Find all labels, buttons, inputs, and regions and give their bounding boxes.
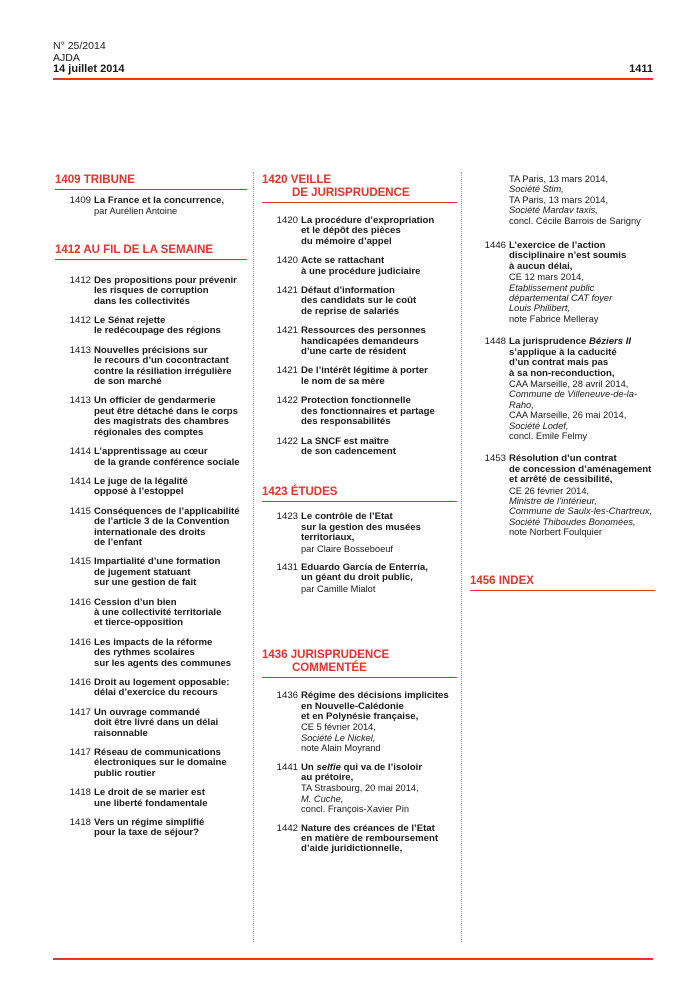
entry-page: 1453 [484,453,506,465]
entry-page: 1414 [69,475,91,487]
column-divider [461,172,462,942]
entry-party: Etablissement public départemental CAT foyer Louis Philibert, [509,282,613,314]
entry-party: Société Stim, [509,184,564,195]
entry-page: 1412 [69,274,91,286]
section-title-line2: COMMENTÉE [292,662,367,675]
entry-page: 1420 [276,215,298,226]
entry-title: Le droit de se marier est une liberté fondamentale [94,787,208,809]
toc-entry[interactable] [55,447,247,468]
entry-page: 1416 [69,596,91,608]
toc-entry[interactable] [262,563,457,594]
entry-title: La procédure d’expropriation et le dépôt des pièces du mémoire d’appel [301,215,435,247]
entry-title: Conséquences de l’applicabilité de l’article 3 de la Convention internationale des droits de l’enfant [94,505,240,548]
entry-title: Nature des créances de l’Etat en matière de remboursement d’aide juridictionnelle, [301,822,439,855]
entry-title: Impartialité d’une formation de jugement statuant sur une gestion de fait [94,556,221,589]
entry-title: Cession d’un bien à une collectivité territoriale et tierce-opposition [94,596,222,629]
entry-title: Vers un régime simplifié pour la taxe de séjour? [94,817,205,839]
entry-court: CE 12 mars 2014, [509,272,584,283]
entry-page: 1420 [276,255,298,267]
issue-date: 14 juillet 2014 [53,63,125,75]
entry-party: Société Lodef, [509,420,569,431]
entry-author: par Camille Mialot [301,583,376,594]
entry-page: 1416 [69,677,91,688]
section-tribune-heading[interactable]: 1409 TRIBUNE [55,170,247,190]
entry-title: Nouvelles précisions sur le recours d’un cocontractant contre la résiliation irrégulière de son marché [94,344,232,388]
entry-page: 1448 [484,336,506,348]
entry-title: Ressources des personnes handicapées demandeurs d’une carte de résident [301,325,426,358]
entry-page: 1422 [276,435,298,447]
entry-court: TA Paris, 13 mars 2014, [509,194,609,205]
toc-entry[interactable] [262,512,457,554]
toc-entry[interactable] [262,256,457,277]
toc-entry[interactable] [262,763,457,815]
entry-page: 1409 [69,195,91,206]
toc-entry[interactable] [470,241,655,324]
entry-court: CE 5 février 2014, [301,722,376,733]
entry-author: concl. Emile Felmy [509,430,588,441]
toc-entry[interactable] [262,691,457,753]
section-jurisprudence-heading[interactable] [262,645,457,678]
toc-entry[interactable] [55,276,247,307]
section-etudes-heading[interactable]: 1423 ÉTUDES [262,482,457,502]
section-title-line1: 1420 VEILLE [262,174,332,186]
toc-entry[interactable] [55,788,247,809]
entry-party: Société Mardav taxis, [509,205,598,216]
entry-title: Résolution d’un contrat de concession d’aménagement et arrêté de cessibilité, [509,453,652,486]
entry-title: De l’intérêt légitime à porter le nom de sa mère [301,365,428,387]
section-title-line2: DE JURISPRUDENCE [292,187,410,199]
entry-page: 1413 [69,395,91,407]
entry-court: CE 26 février 2014, [509,485,590,496]
entry-court: TA Paris, 13 mars 2014, [509,174,609,184]
issue-number: N° 25/2014 [53,40,106,52]
entry-title: Le Sénat rejette le redécoupage des régions [94,315,221,337]
entry-page: 1415 [69,556,91,568]
column-divider [253,172,254,942]
toc-entry[interactable] [262,366,457,387]
toc-entry[interactable] [262,326,457,357]
entry-title: Eduardo García de Enterría, un géant du droit public, [301,561,428,584]
entry-author: note Fabrice Melleray [509,313,599,324]
entry-page: 1415 [69,505,91,517]
entry-page: 1418 [69,787,91,799]
toc-entry[interactable] [55,316,247,337]
entry-author: par Claire Bosseboeuf [301,543,393,554]
toc-entry[interactable] [55,598,247,629]
entry-page: 1442 [276,822,298,834]
entry-page: 1421 [276,285,298,297]
entry-page: 1417 [69,747,91,759]
entry-title: Droit au logement opposable: délai d’exercice du recours [94,677,230,699]
entry-title: Protection fonctionnelle des fonctionnaires et partage des responsabilités [301,395,435,428]
entry-page: 1418 [69,817,91,829]
entry-title: Régime des décisions implicites en Nouvelle-Calédonie et en Polynésie française, [301,690,449,722]
entry-court: CAA Marseille, 26 mai 2014, [509,410,627,421]
toc-entry[interactable] [262,216,457,247]
top-rule [53,78,653,80]
bottom-rule [53,958,653,960]
entry-title: Le contrôle de l’Etat sur la gestion des musées territoriaux, [301,511,421,544]
entry-page: 1431 [276,561,298,573]
toc-entry[interactable] [55,396,247,438]
toc-entry[interactable] [470,454,655,537]
entry-page: 1412 [69,315,91,327]
entry-page: 1414 [69,446,91,458]
entry-page: 1421 [276,325,298,337]
toc-entry[interactable] [55,346,247,388]
entry-title: Des propositions pour prévenir les risques de corruption dans les collectivités [94,274,237,307]
section-index-heading[interactable]: 1456 INDEX [470,571,655,591]
entry-page: 1441 [276,761,298,773]
entry-author: concl. Cécile Barrois de Sarigny [509,215,641,226]
section-title-line1: 1436 JURISPRUDENCE [262,649,390,662]
entry-page: 1423 [276,511,298,523]
toc-entry[interactable] [55,557,247,588]
section-semaine-heading[interactable]: 1412 AU FIL DE LA SEMAINE [55,240,247,260]
entry-page: 1446 [484,240,506,252]
entry-title: Les impacts de la réforme des rythmes scolaires sur les agents des communes [94,636,232,669]
entry-author: concl. François-Xavier Pin [301,804,409,815]
toc-entry[interactable] [262,824,457,855]
entry-title: Un selfie qui va de l’isoloir au prétoire, [301,761,423,783]
entry-party: Commune de Villeneuve-de-la-Raho, [509,389,637,410]
toc-entry[interactable] [262,286,457,317]
toc-entry[interactable] [55,196,247,217]
entry-author: par Aurélien Antoine [94,206,178,217]
entry-page: 1421 [276,365,298,377]
entry-title: La SNCF est maître de son cadencement [301,435,396,457]
entry-court: CAA Marseille, 28 avril 2014, [509,378,629,389]
toc-entry-continued[interactable] [470,174,655,226]
entry-title: L’exercice de l’action disciplinaire n’est soumis à aucun délai, [509,240,627,272]
entry-title: Le juge de la légalité opposé à l’estoppel [94,475,188,498]
toc-entry[interactable] [262,396,457,427]
entry-title: Défaut d’information des candidats sur le coût de reprise de salariés [301,285,417,317]
journal-header [53,41,125,76]
entry-page: 1422 [276,395,298,407]
toc-entry[interactable] [55,818,247,839]
entry-page: 1417 [69,706,91,718]
entry-title: L’apprentissage au cœur de la grande conférence sociale [94,446,240,468]
toc-entry[interactable] [262,437,457,458]
toc-entry[interactable] [55,678,247,699]
entry-party: M. Cuche, [301,793,344,804]
entry-author: note Norbert Foulquier [509,527,603,538]
entry-party: Ministre de l’intérieur, Commune de Saulx-les-Chartreux, Société Thiboudes Bonomées, [509,495,653,527]
entry-court: TA Strasbourg, 20 mai 2014, [301,783,419,794]
toc-entry[interactable] [55,507,247,549]
entry-author: note Alain Moyrand [301,743,381,754]
entry-title: La jurisprudence Béziers II s’applique à la caducité d’un contrat mais pas à sa non-reconduction, [509,336,632,379]
entry-page: 1416 [69,636,91,648]
column-3 [470,174,655,597]
entry-title: Un officier de gendarmerie peut être détaché dans le corps des magistrats des chambres régionales des comptes [94,395,238,438]
entry-title: La France et la concurrence, [94,195,225,206]
page-number: 1411 [629,63,653,75]
column-2 [262,170,457,864]
entry-party: Société Le Nickel, [301,732,376,743]
journal-name: AJDA [53,51,80,64]
toc-entry[interactable] [55,708,247,739]
entry-title: Réseau de communications électroniques sur le domaine public routier [94,747,227,779]
entry-title: Acte se rattachant à une procédure judiciaire [301,255,421,277]
toc-entry[interactable] [55,477,247,498]
column-1 [55,170,247,848]
entry-title: Un ouvrage commandé doit être livré dans un délai raisonnable [94,706,219,739]
entry-page: 1436 [276,690,298,702]
toc-entry[interactable] [470,337,655,441]
toc-entry[interactable] [55,638,247,669]
section-veille-heading[interactable] [262,170,457,203]
toc-entry[interactable] [55,748,247,779]
entry-page: 1413 [69,344,91,356]
